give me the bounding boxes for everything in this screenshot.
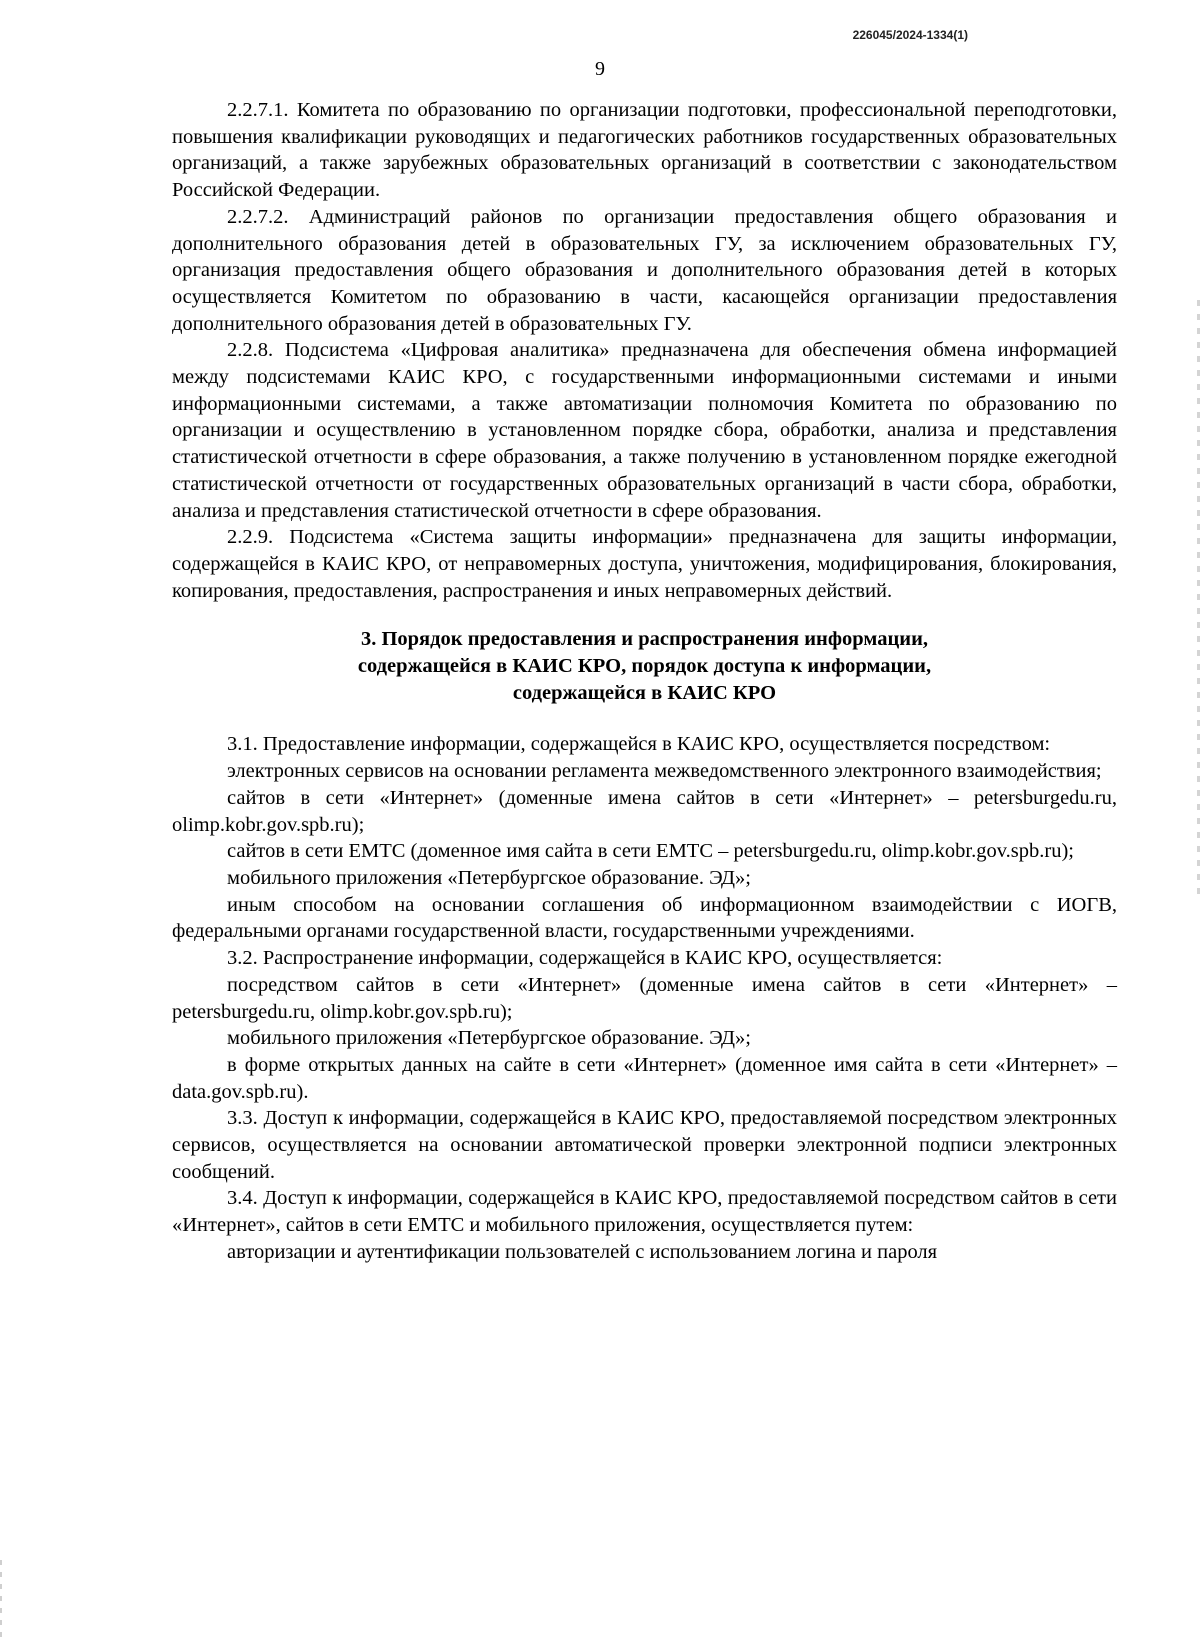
document-id: 226045/2024-1334(1) <box>852 28 968 42</box>
paragraph-3-1-item-internet-sites: сайтов в сети «Интернет» (доменные имена сайтов в сети «Интернет» – petersburgedu.ru, olimp.kobr.gov.spb.ru); <box>172 786 1117 836</box>
paragraph-2-2-8: 2.2.8. Подсистема «Цифровая аналитика» предназначена для обеспечения обмена информацией между подсистемами КАИС КРО, с государственными информационными системами и иными информационными системами, а также автоматизации полномочия Комитета по образованию по организации и осуществлению в установленном порядке сбора, обработки, анализа и представления статистической отчетности в сфере образования, а также получению в установленном порядке ежегодной статистической отчетности от государственных образовательных организаций в части сбора, обработки, анализа и представления статистической отчетности в сфере образования. <box>172 339 1117 522</box>
scan-edge-marks-left <box>0 1560 2 1640</box>
paragraph-3-2-item-open-data: в форме открытых данных на сайте в сети «Интернет» (доменное имя сайта в сети «Интернет» – data.gov.spb.ru). <box>172 1053 1117 1103</box>
paragraph-3-1: 3.1. Предоставление информации, содержащейся в КАИС КРО, осуществляется посредством: <box>227 733 1051 756</box>
paragraph-2-2-7-2: 2.2.7.2. Администраций районов по организации предоставления общего образования и дополнительного образования детей в образовательных ГУ, за исключением образовательных ГУ, организация предоставления общего образования и дополнительного образования детей в которых осуществляется Комитетом по образованию в части, касающейся организации предоставления дополнительного образования детей в образовательных ГУ. <box>172 205 1117 335</box>
paragraph-3-2: 3.2. Распространение информации, содержащейся в КАИС КРО, осуществляется: <box>227 947 943 970</box>
paragraph-3-1-item-emts-sites: сайтов в сети ЕМТС (доменное имя сайта в сети ЕМТС – petersburgedu.ru, olimp.kobr.gov.spb.ru); <box>227 840 1074 863</box>
section-3-heading-line-2: содержащейся в КАИС КРО, порядок доступа к информации, <box>357 655 932 678</box>
paragraph-3-1-item-mobile-app: мобильного приложения «Петербургское образование. ЭД»; <box>227 866 751 889</box>
paragraph-3-4-item-authorization: авторизации и аутентификации пользователей с использованием логина и пароля <box>227 1240 938 1263</box>
paragraph-3-2-item-mobile-app: мобильного приложения «Петербургское образование. ЭД»; <box>227 1027 751 1050</box>
document-body <box>172 97 1117 1266</box>
paragraph-3-1-item-other: иным способом на основании соглашения об информационном взаимодействии с ИОГВ, федеральными органами государственной власти, государственными учреждениями. <box>172 893 1117 943</box>
paragraph-3-4: 3.4. Доступ к информации, содержащейся в КАИС КРО, предоставляемой посредством сайтов в сети «Интернет», сайтов в сети ЕМТС и мобильного приложения, осуществляется путем: <box>172 1187 1117 1237</box>
paragraph-3-3: 3.3. Доступ к информации, содержащейся в КАИС КРО, предоставляемой посредством электронных сервисов, осуществляется на основании автоматической проверки электронной подписи электронных сообщений. <box>172 1107 1117 1183</box>
section-3-heading-line-3: содержащейся в КАИС КРО <box>512 681 777 704</box>
section-3-heading-line-1: 3. Порядок предоставления и распространения информации, <box>360 628 929 651</box>
section-3-heading <box>172 626 1117 706</box>
page-number: 9 <box>595 58 605 80</box>
paragraph-3-2-item-internet-sites: посредством сайтов в сети «Интернет» (доменные имена сайтов в сети «Интернет» – petersburgedu.ru, olimp.kobr.gov.spb.ru); <box>172 973 1117 1023</box>
paragraph-2-2-7-1: 2.2.7.1. Комитета по образованию по организации подготовки, профессиональной переподготовки, повышения квалификации руководящих и педагогических работников государственных образовательных организаций, а также зарубежных образовательных организаций в соответствии с законодательством Российской Федерации. <box>172 99 1117 202</box>
paragraph-3-1-item-electronic-services: электронных сервисов на основании регламента межведомственного электронного взаимодействия; <box>227 760 1102 783</box>
paragraph-2-2-9: 2.2.9. Подсистема «Система защиты информации» предназначена для защиты информации, содержащейся в КАИС КРО, от неправомерных доступа, уничтожения, модифицирования, блокирования, копирования, предоставления, распространения и иных неправомерных действий. <box>172 526 1117 602</box>
